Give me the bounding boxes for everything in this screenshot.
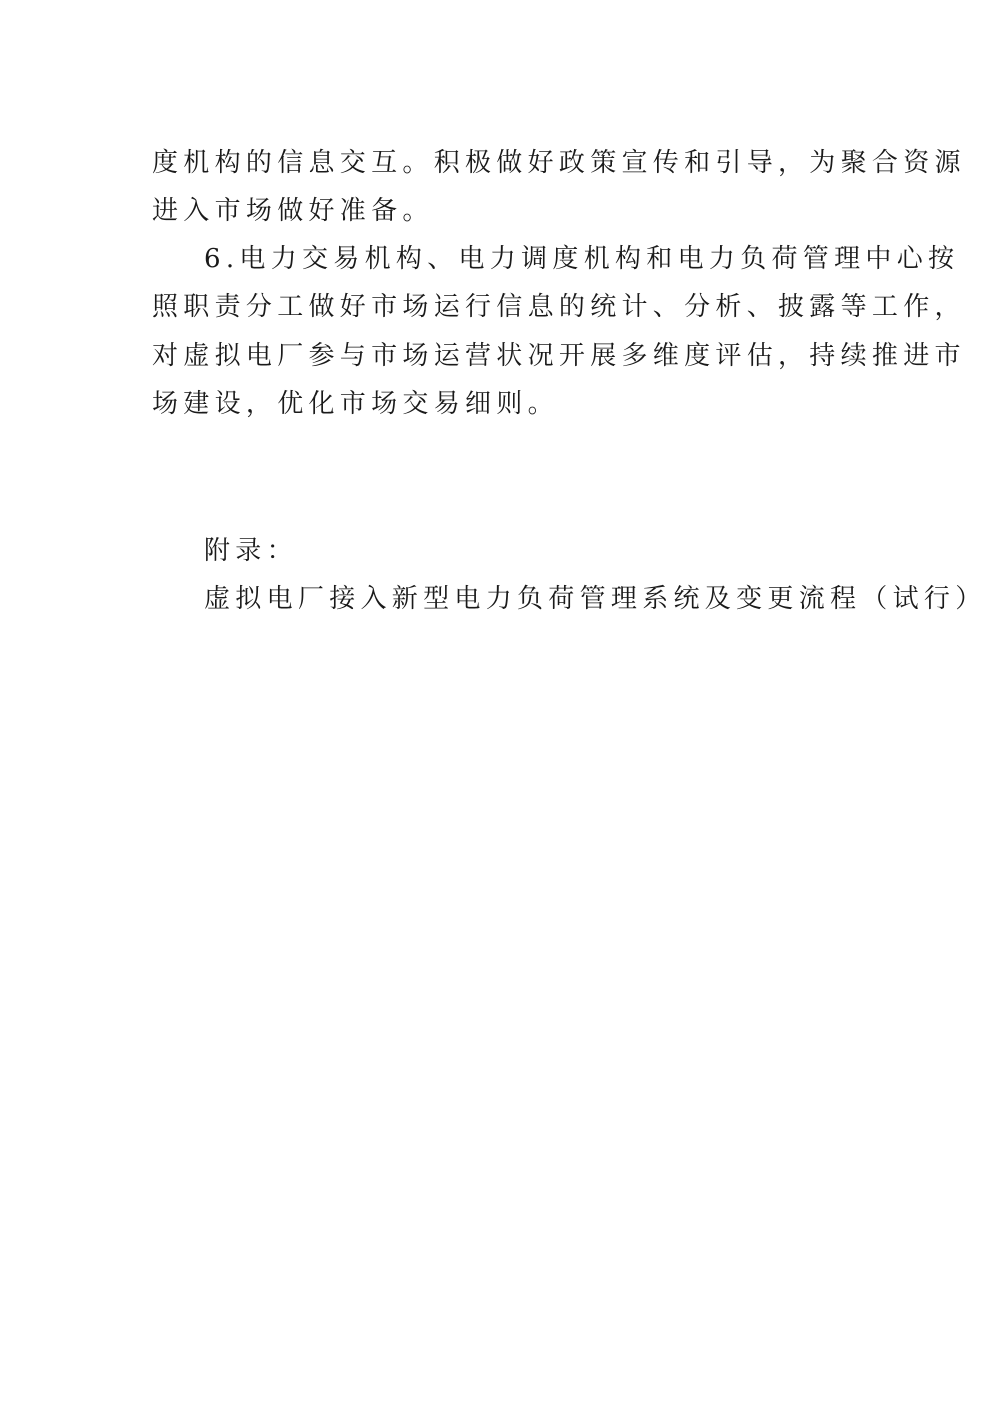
paragraph-line: 度机构的信息交互。积极做好政策宣传和引导，为聚合资源: [152, 148, 966, 178]
appendix-label: 附录：: [204, 536, 298, 566]
paragraph-line: 进入市场做好准备。: [152, 196, 434, 226]
paragraph-line: 对虚拟电厂参与市场运营状况开展多维度评估，持续推进市: [152, 341, 966, 371]
paragraph-line: 场建设，优化市场交易细则。: [152, 389, 559, 419]
paragraph-line: 6.电力交易机构、电力调度机构和电力负荷管理中心按: [204, 244, 960, 274]
paragraph-line: 照职责分工做好市场运行信息的统计、分析、披露等工作，: [152, 292, 966, 322]
appendix-item: 虚拟电厂接入新型电力负荷管理系统及变更流程（试行）: [204, 584, 987, 614]
